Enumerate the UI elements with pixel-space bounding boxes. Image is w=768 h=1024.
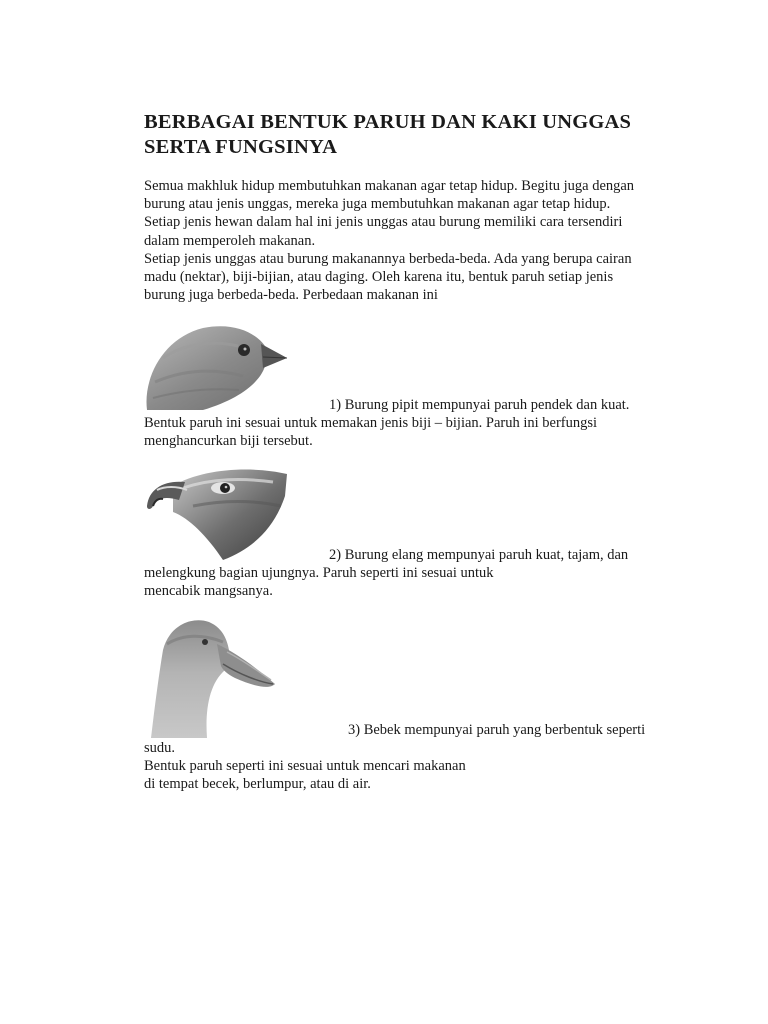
sparrow-head-icon	[143, 318, 289, 412]
caption-line: melengkung bagian ujungnya. Paruh seperti ini sesuai untuk	[144, 565, 494, 581]
caption-line: di tempat becek, berlumpur, atau di air.	[144, 776, 371, 793]
duck-head-icon	[143, 614, 277, 738]
intro-line: burung atau jenis unggas, mereka juga membutuhkan makanan agar tetap hidup.	[144, 196, 611, 213]
intro-line: madu (nektar), biji-bijian, atau daging. Oleh karena itu, bentuk paruh setiap jenis	[144, 269, 614, 286]
caption-line: Bentuk paruh seperti ini sesuai untuk mencari makanan	[144, 758, 466, 775]
intro-line: Setiap jenis unggas atau burung makanannya berbeda-beda. Ada yang berupa cairan	[144, 250, 632, 267]
caption-line: sudu.	[144, 740, 176, 756]
title-line: SERTA FUNGSINYA	[144, 136, 338, 158]
item-3-caption	[144, 739, 466, 794]
caption-line: mencabik mangsanya.	[144, 583, 273, 600]
item-1-caption	[144, 414, 597, 450]
intro-line: Semua makhluk hidup membutuhkan makanan agar tetap hidup. Begitu juga dengan	[144, 178, 635, 194]
intro-line: burung juga berbeda-beda. Perbedaan makanan ini	[144, 287, 438, 304]
item-3-first-line: 3) Bebek mempunyai paruh yang berbentuk seperti	[348, 722, 646, 738]
title-line: BERBAGAI BENTUK PARUH DAN KAKI UNGGAS	[144, 111, 632, 133]
item-1-first-line: 1) Burung pipit mempunyai paruh pendek dan kuat.	[329, 397, 630, 413]
intro-paragraph	[144, 177, 684, 304]
intro-line: Setiap jenis hewan dalam hal ini jenis unggas atau burung memiliki cara tersendiri	[144, 214, 623, 231]
item-2-caption	[144, 564, 494, 600]
caption-line: menghancurkan biji tersebut.	[144, 433, 313, 450]
item-2-first-line: 2) Burung elang mempunyai paruh kuat, tajam, dan	[329, 547, 629, 563]
eagle-head-icon	[143, 466, 289, 562]
page-title	[144, 110, 664, 160]
intro-line: dalam memperoleh makanan.	[144, 232, 316, 249]
caption-line: Bentuk paruh ini sesuai untuk memakan jenis biji – bijian. Paruh ini berfungsi	[144, 415, 598, 431]
